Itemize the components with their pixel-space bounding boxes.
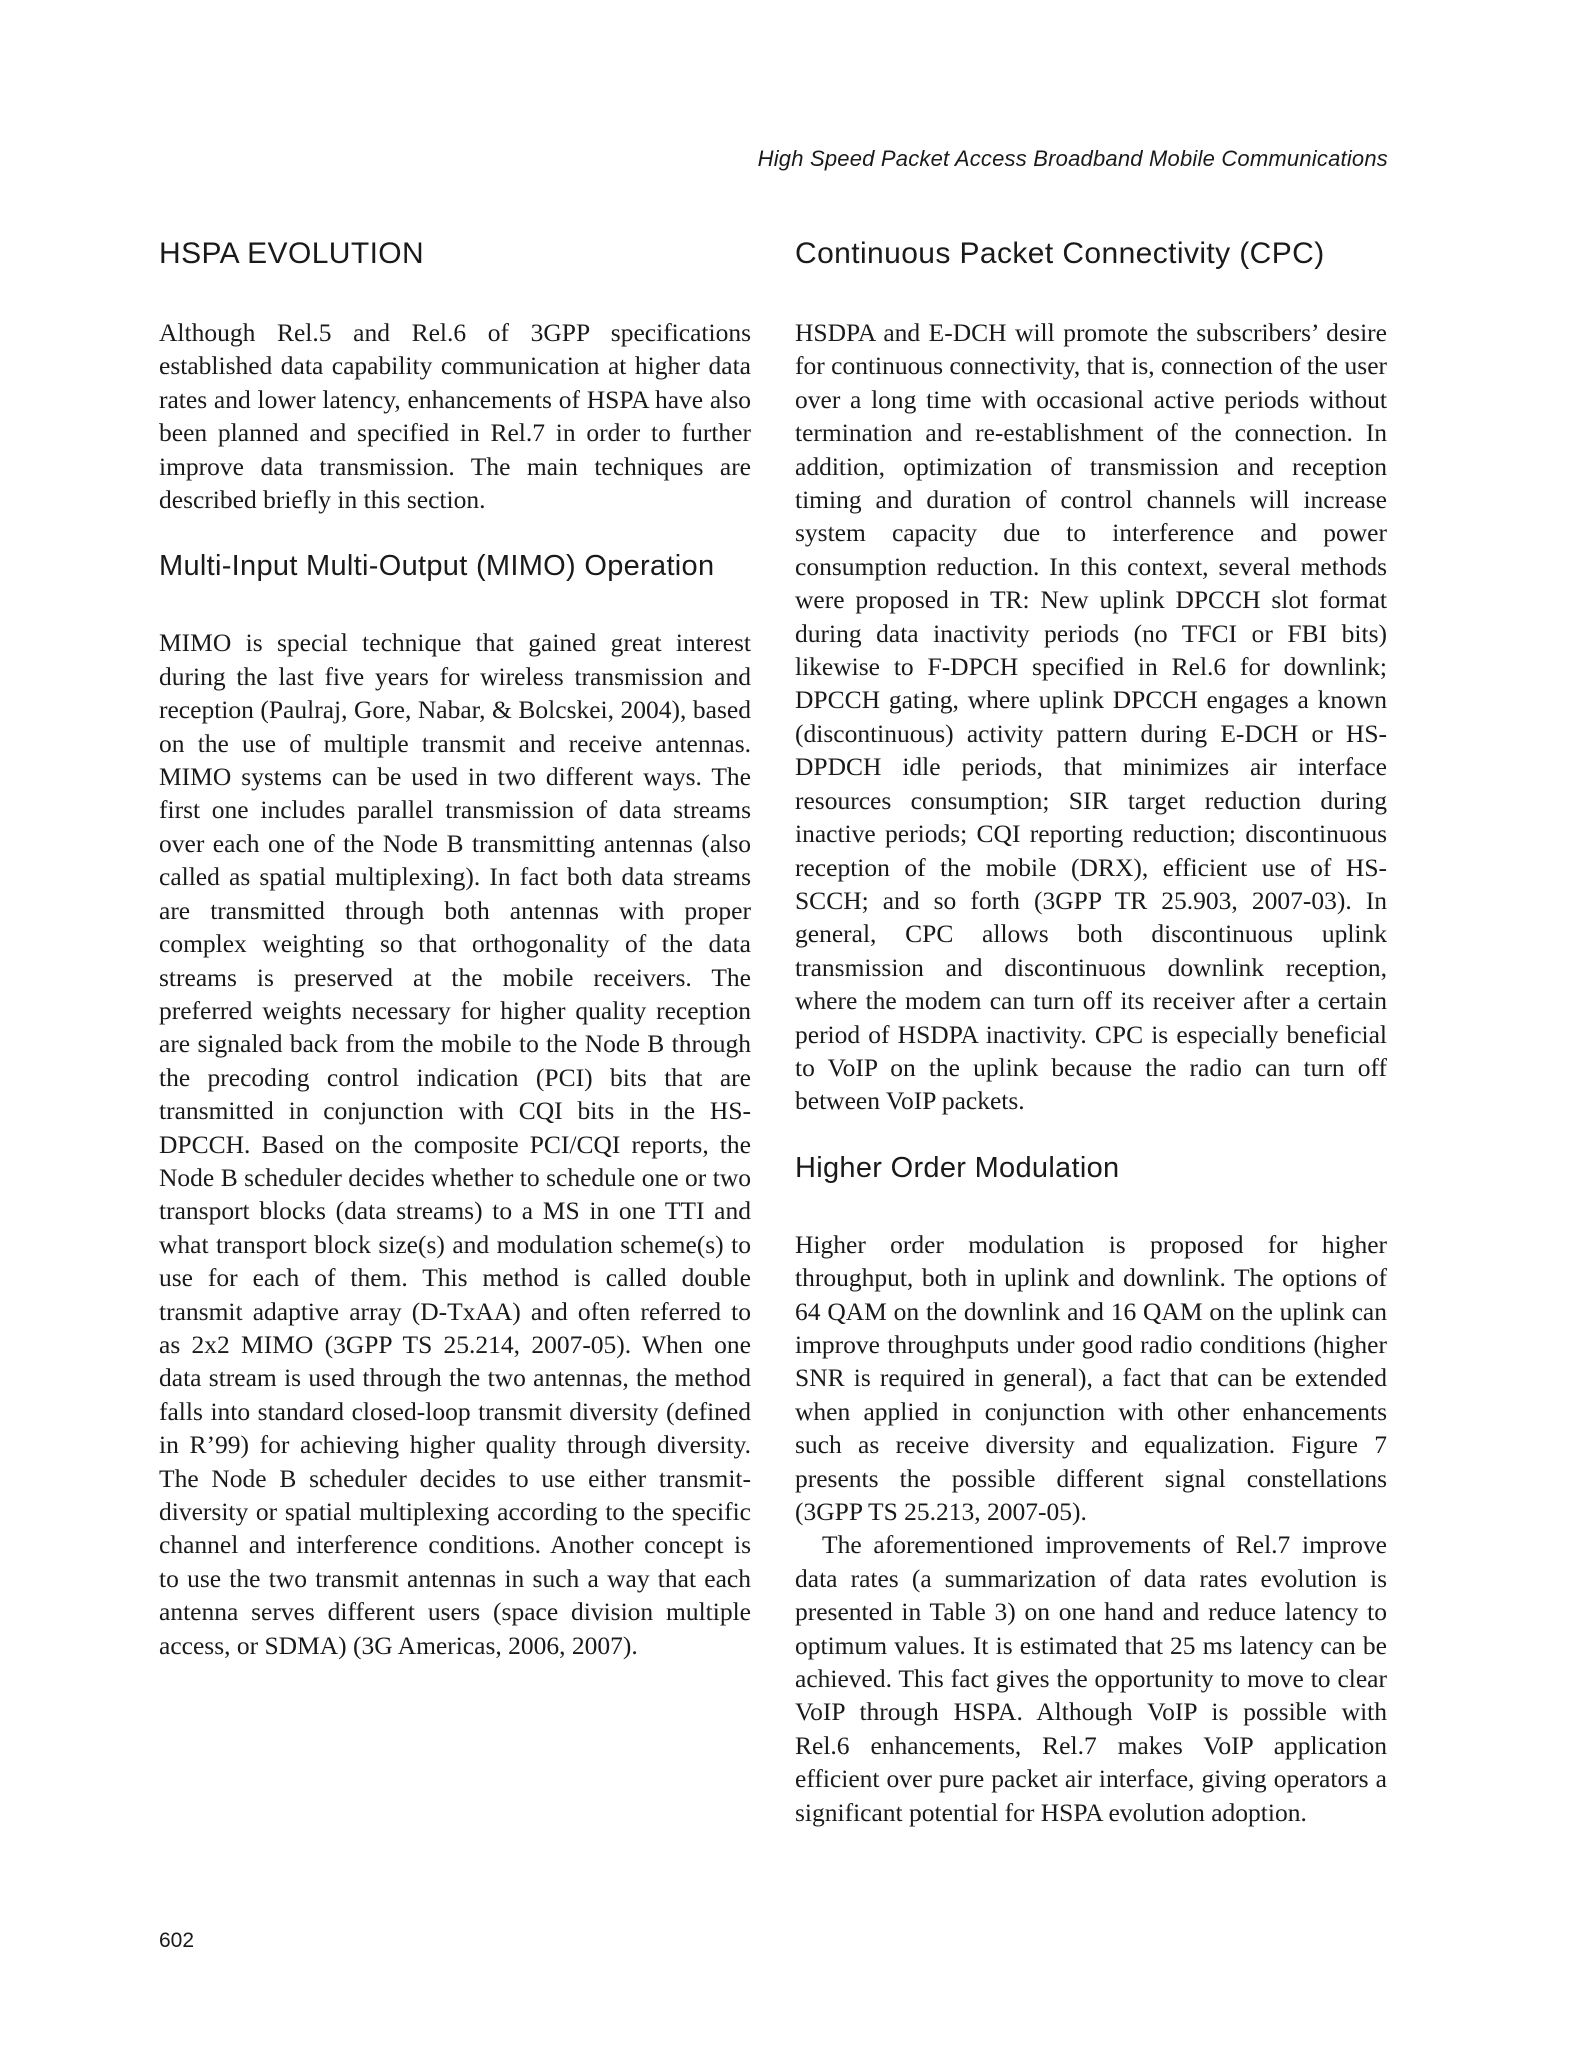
higher-order-modulation-paragraph-2: The aforementioned improvements of Rel.7 improve data rates (a summarization of data rates evolution is presented in Table 3) on one hand and reduce latency to optimum values. It is estimated that 25 ms latency can be achieved. This fact gives the opportunity to move to clear VoIP through HSPA. Although VoIP is possible with Rel.6 enhancements, Rel.7 makes VoIP application efficient over pure packet air interface, giving operators a significant potential for HSPA evolution adoption. xyxy=(795,1530,1387,1827)
mimo-paragraph: MIMO is special technique that gained great interest during the last five years for wireless transmission and reception (Paulraj, Gore, Nabar, & Bolcskei, 2004), based on the use of multiple transmit and receive antennas. MIMO systems can be used in two different ways. The first one includes parallel transmission of data streams over each one of the Node B transmitting antennas (also called as spatial multiplexing). In fact both data streams are transmitted through both antennas with proper complex weighting so that orthogonality of the data streams is preserved at the mobile receivers. The preferred weights necessary for higher quality reception are signaled back from the mobile to the Node B through the precoding control indication (PCI) bits that are transmitted in conjunction with CQI bits in the HS-DPCCH. Based on the composite PCI/CQI reports, the Node B scheduler decides whether to schedule one or two transport blocks (data streams) to a MS in one TTI and what transport block size(s) and modulation scheme(s) to use for each of them. This method is called double transmit adaptive array (D-TxAA) and often referred to as 2x2 MIMO (3GPP TS 25.214, 2007-05). When one data stream is used through the two antennas, the method falls into standard closed-loop transmit diversity (defined in R’99) for achieving higher quality through diversity. The Node B scheduler decides to use either transmit-diversity or spatial multiplexing according to the specific channel and interference conditions. Another concept is to use the two transmit antennas in such a way that each antenna serves different users (space division multiple access, or SDMA) (3G Americas, 2006, 2007). xyxy=(159,628,751,1660)
running-header: High Speed Packet Access Broadband Mobile Communications xyxy=(757,146,1388,171)
hspa-evolution-intro: Although Rel.5 and Rel.6 of 3GPP specifications established data capability communication at higher data rates and lower latency, enhancements of HSPA have also been planned and specified in Rel.7 in order to further improve data transmission. The main techniques are described briefly in this section. xyxy=(159,318,751,515)
cpc-paragraph: HSDPA and E-DCH will promote the subscribers’ desire for continuous connectivity, that is, connection of the user over a long time with occasional active periods without termination and re-establishment of the connection. In addition, optimization of transmission and reception timing and duration of control channels will increase system capacity due to interference and power consumption reduction. In this context, several methods were proposed in TR: New uplink DPCCH slot format during data inactivity periods (no TFCI or FBI bits) likewise to F-DPCH specified in Rel.6 for downlink; DPCCH gating, where uplink DPCCH engages a known (discontinuous) activity pattern during E-DCH or HS-DPDCH idle periods, that minimizes air interface resources consumption; SIR target reduction during inactive periods; CQI reporting reduction; discontinuous reception of the mobile (DRX), efficient use of HS-SCCH; and so forth (3GPP TR 25.903, 2007-03). In general, CPC allows both discontinuous uplink transmission and discontinuous downlink reception, where the modem can turn off its receiver after a certain period of HSDPA inactivity. CPC is especially beneficial to VoIP on the uplink because the radio can turn off between VoIP packets. xyxy=(795,318,1387,1116)
section-title-hspa-evolution: HSPA EVOLUTION xyxy=(159,237,425,270)
left-column xyxy=(159,236,751,1662)
higher-order-modulation-paragraph-1: Higher order modulation is proposed for higher throughput, both in uplink and downlink. The options of 64 QAM on the downlink and 16 QAM on the uplink can improve throughputs under good radio conditions (higher SNR is required in general), a fact that can be extended when applied in conjunction with other enhancements such as receive diversity and equalization. Figure 7 presents the possible different signal constellations (3GPP TS 25.213, 2007-05). xyxy=(795,1229,1387,1526)
cpc-heading: Continuous Packet Connectivity (CPC) xyxy=(795,237,1325,270)
higher-order-modulation-heading: Higher Order Modulation xyxy=(795,1151,1120,1184)
page-number: 602 xyxy=(159,1929,195,1952)
right-column xyxy=(795,236,1387,1829)
mimo-heading: Multi-Input Multi-Output (MIMO) Operation xyxy=(159,550,715,583)
